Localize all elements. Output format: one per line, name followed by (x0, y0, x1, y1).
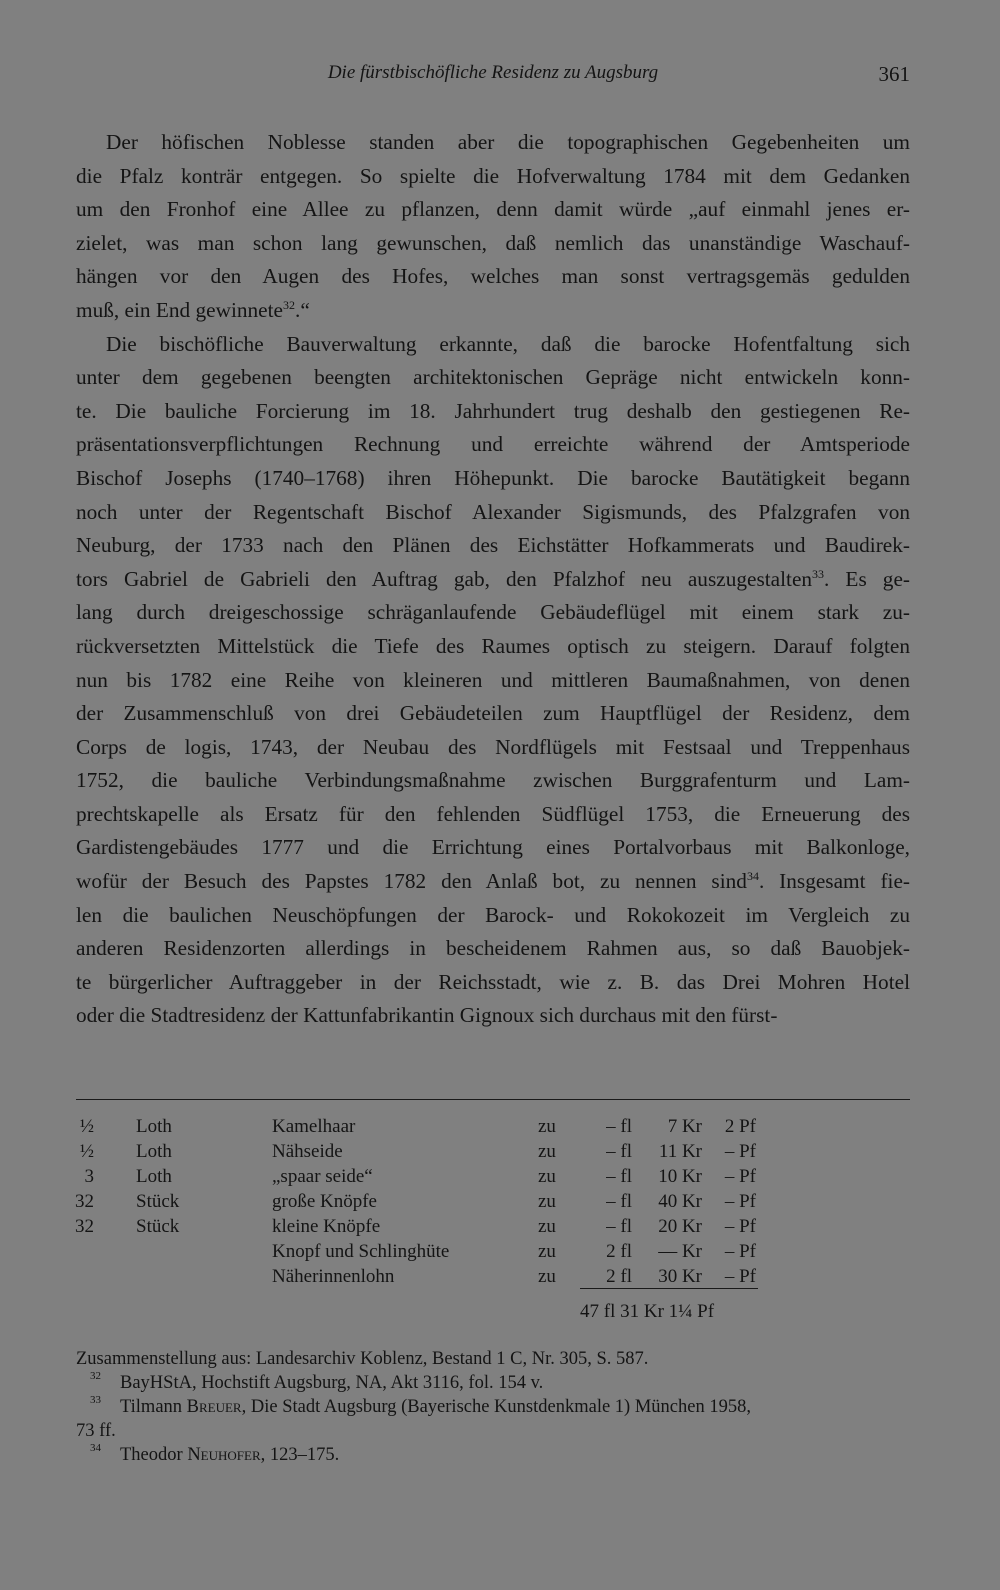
text-line: der Zusammenschluß von drei Gebäudeteilen zum Hauptflügel der Residenz, dem (76, 701, 910, 726)
ledger-fl: 2 fl (606, 1241, 632, 1262)
ledger-item: Kamelhaar (272, 1116, 356, 1137)
ledger-fl: – fl (606, 1216, 632, 1237)
ledger-kr: — Kr (658, 1241, 702, 1262)
footnote-text: BayHStA, Hochstift Augsburg, NA, Akt 3116, fol. 154 v. (120, 1373, 544, 1393)
text-line: hängen vor den Augen des Hofes, welches man sonst vertragsgemäs gedulden (76, 264, 910, 289)
text-line: te bürgerlicher Auftraggeber in der Reichsstadt, wie z. B. das Drei Mohren Hotel (76, 969, 910, 994)
ledger-fl: – fl (606, 1141, 632, 1162)
ledger-pf: – Pf (724, 1191, 756, 1212)
running-title: Die fürstbischöfliche Residenz zu Augsburg (327, 62, 659, 83)
text-span: muß, ein End gewinnete (76, 297, 283, 322)
text-line: Corps de logis, 1743, der Neubau des Nordflügels mit Festsaal und Treppenhaus (76, 734, 910, 759)
page-number: 361 (878, 62, 910, 86)
text-line: Neuburg, der 1733 nach den Plänen des Eichstätter Hofkammerats und Baudirek- (76, 533, 910, 558)
ledger-row (60, 1139, 760, 1164)
text-span: .“ (295, 297, 310, 322)
ledger-item: Näherinnenlohn (272, 1266, 395, 1287)
text-line: präsentationsverpflichtungen Rechnung und erreichte während der Amtsperiode (76, 432, 910, 457)
ledger-row (60, 1114, 760, 1139)
author-name: Breuer (186, 1397, 242, 1417)
ledger-item: Knopf und Schlinghüte (272, 1241, 450, 1262)
footnote-separator-rule (76, 1099, 910, 1100)
footnote-ref-34: 34 (746, 869, 759, 884)
text-line: nun bis 1782 eine Reihe von kleineren und mittleren Baumaßnahmen, von denen (76, 667, 910, 692)
ledger-item: große Knöpfe (272, 1191, 377, 1212)
ledger-unit: Loth (136, 1116, 172, 1137)
ledger-unit: Loth (136, 1166, 172, 1187)
ledger-kr: 40 Kr (658, 1191, 702, 1212)
footnote-ref-32: 32 (283, 297, 295, 312)
ledger-item: kleine Knöpfe (272, 1216, 381, 1237)
ledger-qty: 32 (75, 1191, 94, 1212)
ledger-fl: – fl (606, 1116, 632, 1137)
ledger-zu: zu (538, 1241, 556, 1262)
text-line: Der höfischen Noblesse standen aber die topographischen Gegebenheiten um (106, 130, 910, 154)
footnote-33 (76, 1395, 910, 1443)
ledger-zu: zu (538, 1116, 556, 1137)
footnote-number: 32 (90, 1370, 101, 1382)
ledger-fl: – fl (606, 1191, 632, 1212)
ledger-pf: – Pf (724, 1266, 756, 1287)
footnote-span: Theodor (120, 1445, 188, 1465)
footnote-continuation: 73 ff. (76, 1421, 116, 1441)
ledger-zu: zu (538, 1216, 556, 1237)
ledger-unit: Stück (136, 1216, 180, 1237)
text-line: anderen Residenzorten allerdings in bescheidenem Rahmen aus, so daß Bauobjek- (76, 936, 910, 961)
ledger-pf: – Pf (724, 1241, 756, 1262)
footnote-ref-33: 33 (812, 566, 825, 581)
footnote-source: Zusammenstellung aus: Landesarchiv Koblenz, Bestand 1 C, Nr. 305, S. 587. (76, 1349, 649, 1369)
text-line: lang durch dreigeschossige schräganlaufende Gebäudeflügel mit einem stark zu- (76, 600, 910, 625)
footnote-span: Tilmann (120, 1397, 187, 1417)
ledger-qty: 3 (84, 1166, 94, 1187)
text-line: die Pfalz konträr entgegen. So spielte die Hofverwaltung 1784 mit dem Gedanken (76, 163, 910, 188)
text-line: zielet, was man schon lang gewunschen, daß nemlich das unanständige Waschauf- (76, 230, 910, 255)
ledger-zu: zu (538, 1266, 556, 1287)
ledger-pf: 2 Pf (724, 1116, 756, 1137)
text-line (76, 865, 910, 899)
page-header (76, 62, 910, 94)
ledger-zu: zu (538, 1141, 556, 1162)
footnote-number: 34 (90, 1442, 101, 1454)
ledger-row (60, 1264, 760, 1289)
text-line: unter dem gegebenen beengten architektonischen Gepräge nicht entwickeln konn- (76, 365, 910, 390)
ledger-total: 47 fl 31 Kr 1¼ Pf (580, 1301, 715, 1322)
ledger-qty: ½ (79, 1141, 94, 1162)
ledger-row (60, 1214, 760, 1239)
ledger-pf: – Pf (724, 1166, 756, 1187)
text-line: rückversetzten Mittelstück die Tiefe des Raumes optisch zu steigern. Darauf folgten (76, 633, 910, 658)
ledger-kr: 7 Kr (667, 1116, 702, 1137)
footnote-text (76, 1443, 910, 1467)
ledger-zu: zu (538, 1166, 556, 1187)
text-line (76, 294, 910, 328)
text-line: prechtskapelle als Ersatz für den fehlenden Südflügel 1753, die Erneuerung des (76, 801, 910, 826)
ledger-fl: – fl (606, 1166, 632, 1187)
footnotes (76, 1347, 910, 1467)
ledger-row (60, 1239, 760, 1264)
footnote-span: , 123–175. (260, 1445, 340, 1465)
ledger-row (60, 1189, 760, 1214)
text-span: wofür der Besuch des Papstes 1782 den Anlaß bot, zu nennen sind (76, 869, 747, 894)
footnote-span: , Die Stadt Augsburg (Bayerische Kunstdenkmale 1) München 1958, (241, 1397, 751, 1417)
ledger-qty: ½ (79, 1116, 94, 1137)
ledger-pf: – Pf (724, 1216, 756, 1237)
ledger-unit: Loth (136, 1141, 172, 1162)
text-span: . Insgesamt fie- (758, 869, 910, 894)
text-line: Bischof Josephs (1740–1768) ihren Höhepunkt. Die barocke Bautätigkeit begann (76, 465, 910, 490)
text-line: noch unter der Regentschaft Bischof Alexander Sigismunds, des Pfalzgrafen von (76, 499, 910, 524)
ledger-kr: 11 Kr (658, 1141, 702, 1162)
ledger-row (60, 1164, 760, 1189)
text-line: Gardistengebäudes 1777 und die Errichtung eines Portalvorbaus mit Balkonloge, (76, 835, 910, 860)
text-line: len die baulichen Neuschöpfungen der Barock- und Rokokozeit im Vergleich zu (76, 902, 910, 927)
text-span: . Es ge- (824, 566, 910, 591)
text-line (76, 563, 910, 597)
ledger-item: Nähseide (272, 1141, 343, 1162)
cost-ledger (60, 1114, 760, 1322)
text-line: oder die Stadtresidenz der Kattunfabrikantin Gignoux sich durchaus mit den fürst- (76, 1003, 778, 1028)
ledger-zu: zu (538, 1191, 556, 1212)
ledger-item: „spaar seide“ (272, 1166, 373, 1187)
ledger-qty: 32 (75, 1216, 94, 1237)
footnote-number: 33 (90, 1394, 101, 1406)
text-line: Die bischöfliche Bauverwaltung erkannte, daß die barocke Hofentfaltung sich (106, 331, 910, 356)
text-line: um den Fronhof eine Allee zu pflanzen, denn damit würde „auf einmahl jenes er- (76, 197, 910, 222)
ledger-sum-rule (580, 1288, 758, 1289)
ledger-kr: 20 Kr (658, 1216, 702, 1237)
text-line: te. Die bauliche Forcierung im 18. Jahrhundert trug deshalb den gestiegenen Re- (76, 398, 910, 423)
ledger-kr: 10 Kr (658, 1166, 702, 1187)
text-span: tors Gabriel de Gabrieli den Auftrag gab, den Pfalzhof neu auszugestalten (76, 566, 813, 591)
text-line: 1752, die bauliche Verbindungsmaßnahme zwischen Burggrafenturm und Lam- (76, 768, 910, 793)
ledger-fl: 2 fl (606, 1266, 632, 1287)
main-text (76, 126, 910, 1033)
author-name: Neuhofer (187, 1445, 261, 1465)
footnote-text (76, 1395, 910, 1419)
ledger-unit: Stück (136, 1191, 180, 1212)
footnote-32 (76, 1371, 910, 1395)
ledger-pf: – Pf (724, 1141, 756, 1162)
ledger-kr: 30 Kr (658, 1266, 702, 1287)
footnote-34 (76, 1443, 910, 1467)
